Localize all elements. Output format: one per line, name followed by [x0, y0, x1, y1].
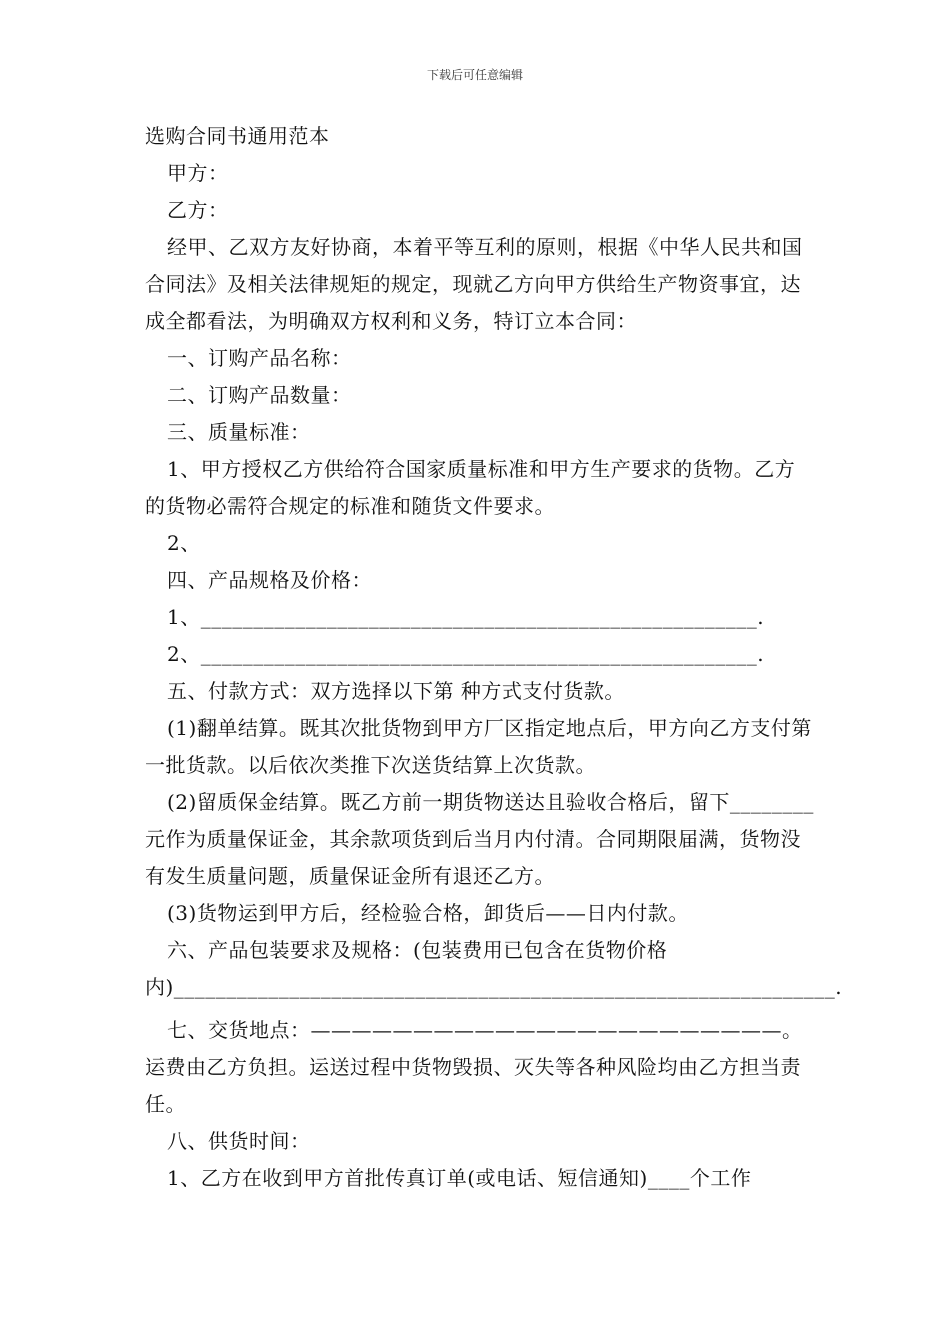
payment-option-1: (1)翻单结算。既其次批货物到甲方厂区指定地点后，甲方向乙方支付第一批货款。以后依次类推下次送货结算上次货款。 — [145, 716, 812, 777]
intro-paragraph: 经甲、乙双方友好协商，本着平等互利的原则，根据《中华人民共和国合同法》及相关法律规矩的规定，现就乙方向甲方供给生产物资事宜，达成全都看法，为明确双方权利和义务，特订立本合同： — [145, 235, 803, 333]
spec-item-2: 2、_____________________________________________________. — [167, 642, 765, 666]
supply-time-item-1: 1、乙方在收到甲方首批传真订单(或电话、短信通知)____个工作 — [167, 1166, 752, 1190]
quality-item-1: 1、甲方授权乙方供给符合国家质量标准和甲方生产要求的货物。乙方的货物必需符合规定的标准和随货文件要求。 — [145, 457, 796, 518]
document-title: 选购合同书通用范本 — [145, 124, 330, 148]
section-payment-method: 五、付款方式：双方选择以下第 种方式支付货款。 — [167, 679, 625, 703]
section-product-quantity: 二、订购产品数量： — [167, 383, 352, 407]
section-spec-price: 四、产品规格及价格： — [167, 568, 372, 592]
section-delivery-place: 七、交货地点：———————————————————————。运费由乙方负担。运送过程中货物毁损、灭失等各种风险均由乙方担当责任。 — [145, 1018, 803, 1116]
spec-item-1: 1、_____________________________________________________. — [167, 605, 765, 629]
section-quality-standard: 三、质量标准： — [167, 420, 311, 444]
section-product-name: 一、订购产品名称： — [167, 346, 352, 370]
payment-option-3: (3)货物运到甲方后，经检验合格，卸货后——日内付款。 — [167, 901, 689, 925]
party-a-line: 甲方： — [167, 161, 229, 185]
section-packaging: 六、产品包装要求及规格：(包装费用已包含在货物价格内)_______________________________________________________________. — [145, 938, 843, 999]
payment-option-2: (2)留质保金结算。既乙方前一期货物送达且验收合格后，留下________元作为质量保证金，其余款项货到后当月内付清。合同期限届满，货物没有发生质量问题，质量保证金所有退还乙方。 — [145, 790, 814, 888]
contract-document — [145, 118, 843, 1197]
quality-item-2: 2、 — [167, 531, 201, 555]
header-note: 下载后可任意编辑 — [426, 68, 523, 82]
party-b-line: 乙方： — [167, 198, 229, 222]
section-supply-time: 八、供货时间： — [167, 1129, 311, 1153]
